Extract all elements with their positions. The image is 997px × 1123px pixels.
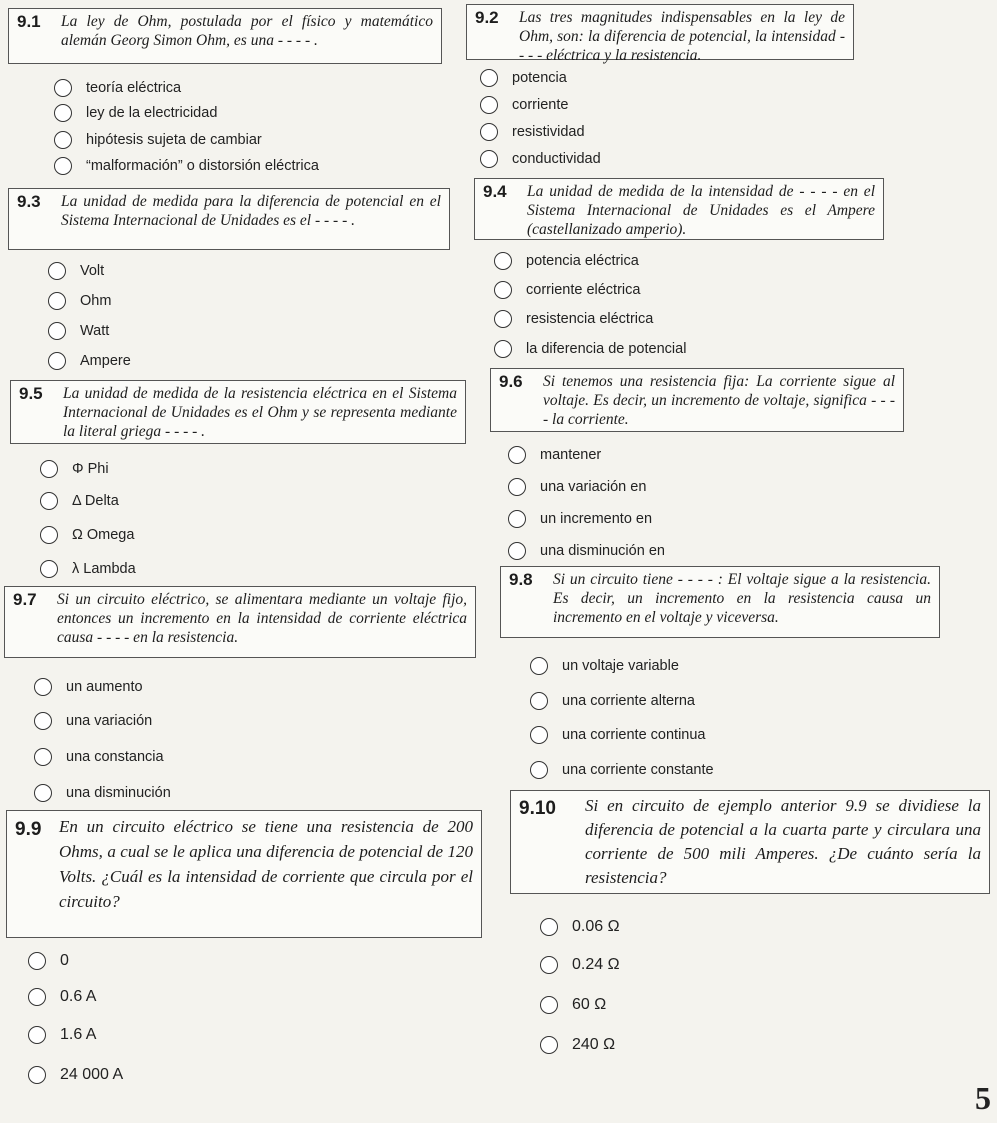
option-label: Volt (80, 263, 105, 279)
option-9-1-a[interactable] (54, 79, 181, 97)
question-number: 9.6 (499, 372, 523, 391)
option-9-7-c[interactable] (34, 748, 164, 766)
question-9-1 (8, 8, 442, 64)
option-label: resistencia eléctrica (526, 311, 654, 327)
option-label: una disminución (66, 785, 171, 801)
option-label: potencia eléctrica (526, 253, 639, 269)
radio-button[interactable] (54, 79, 72, 97)
option-9-3-b[interactable] (48, 292, 111, 310)
option-9-7-a[interactable] (34, 678, 143, 696)
option-label: Ampere (80, 353, 131, 369)
question-text: Si tenemos una resistencia fija: La corriente sigue al voltaje. Es decir, un incremento de voltaje, significa - - - - la corriente. (543, 373, 895, 428)
option-label: una corriente constante (562, 762, 714, 778)
question-number: 9.9 (15, 819, 42, 840)
option-9-7-d[interactable] (34, 784, 171, 802)
option-9-6-d[interactable] (508, 542, 665, 560)
radio-button[interactable] (530, 692, 548, 710)
question-9-10 (510, 790, 990, 894)
radio-button[interactable] (40, 560, 58, 578)
question-9-6 (490, 368, 904, 432)
radio-button[interactable] (28, 988, 46, 1006)
option-9-10-a[interactable] (540, 918, 620, 936)
option-label: teoría eléctrica (86, 80, 182, 96)
question-9-7 (4, 586, 476, 658)
radio-button[interactable] (34, 748, 52, 766)
radio-button[interactable] (508, 510, 526, 528)
question-number: 9.2 (475, 8, 499, 27)
option-9-8-a[interactable] (530, 657, 679, 675)
option-9-2-d[interactable] (480, 150, 601, 168)
question-number: 9.4 (483, 182, 507, 201)
option-label: λ Lambda (72, 561, 136, 577)
radio-button[interactable] (40, 526, 58, 544)
option-label: conductividad (512, 151, 601, 167)
option-9-8-c[interactable] (530, 726, 706, 744)
radio-button[interactable] (480, 69, 498, 87)
option-9-9-a[interactable] (28, 952, 69, 970)
option-label: 24 000 A (60, 1066, 124, 1083)
radio-button[interactable] (530, 657, 548, 675)
radio-button[interactable] (494, 310, 512, 328)
option-label: Ohm (80, 293, 112, 309)
option-9-6-b[interactable] (508, 478, 646, 496)
option-label: mantener (540, 447, 602, 463)
radio-button[interactable] (48, 262, 66, 280)
option-9-8-d[interactable] (530, 761, 714, 779)
option-label: un aumento (66, 679, 143, 695)
question-9-2 (466, 4, 854, 64)
option-9-1-c[interactable] (54, 131, 262, 149)
option-9-3-d[interactable] (48, 352, 131, 370)
option-9-7-b[interactable] (34, 712, 152, 730)
option-label: una constancia (66, 749, 164, 765)
radio-button[interactable] (508, 446, 526, 464)
radio-button[interactable] (34, 784, 52, 802)
question-9-4 (474, 178, 884, 240)
option-9-9-d[interactable] (28, 1066, 123, 1084)
option-label: una variación (66, 713, 153, 729)
question-text: Si un circuito tiene - - - - : El voltaje sigue a la resistencia. Es decir, un incremento en la resistencia causa un incremento en el voltaje y viceversa. (553, 571, 931, 626)
option-9-2-c[interactable] (480, 123, 585, 141)
option-label: una corriente continua (562, 727, 706, 743)
option-9-5-d[interactable] (40, 560, 136, 578)
radio-button[interactable] (508, 478, 526, 496)
option-9-5-a[interactable] (40, 460, 109, 478)
question-text: La unidad de medida de la resistencia eléctrica en el Sistema Internacional de Unidades es el Ohm y se representa mediante la literal griega - - - - . (63, 385, 457, 440)
radio-button[interactable] (540, 996, 558, 1014)
question-text: La unidad de medida para la diferencia de potencial en el Sistema Internacional de Unidades es el - - - - . (61, 193, 441, 229)
radio-button[interactable] (28, 952, 46, 970)
page-number: 5 (975, 1080, 991, 1116)
radio-button[interactable] (40, 460, 58, 478)
radio-button[interactable] (28, 1026, 46, 1044)
option-label: la diferencia de potencial (526, 341, 687, 357)
option-label: corriente eléctrica (526, 282, 641, 298)
radio-button[interactable] (48, 352, 66, 370)
option-9-10-d[interactable] (540, 1036, 615, 1054)
option-label: una variación en (540, 479, 647, 495)
option-label: resistividad (512, 124, 585, 140)
radio-button[interactable] (530, 726, 548, 744)
radio-button[interactable] (54, 131, 72, 149)
option-9-3-c[interactable] (48, 322, 109, 340)
option-label: una corriente alterna (562, 693, 695, 709)
option-9-3-a[interactable] (48, 262, 104, 280)
radio-button[interactable] (54, 157, 72, 175)
option-label: un voltaje variable (562, 658, 679, 674)
option-9-9-b[interactable] (28, 988, 96, 1006)
option-9-4-c[interactable] (494, 310, 653, 328)
question-text: Las tres magnitudes indispensables en la ley de Ohm, son: la diferencia de potencial, la intensidad - - - - eléctrica y la resistencia. (519, 9, 845, 64)
question-number: 9.1 (17, 12, 41, 31)
option-label: ley de la electricidad (86, 105, 218, 121)
question-number: 9.10 (519, 798, 556, 819)
option-9-8-b[interactable] (530, 692, 695, 710)
option-label: corriente (512, 97, 569, 113)
option-9-2-b[interactable] (480, 96, 568, 114)
question-text: La unidad de medida de la intensidad de - - - - en el Sistema Internacional de Unidades es el Ampere (castellanizado amperio). (527, 183, 875, 238)
option-label: 240 Ω (572, 1036, 616, 1053)
radio-button[interactable] (28, 1066, 46, 1084)
question-number: 9.8 (509, 570, 533, 589)
option-label: Watt (80, 323, 110, 339)
radio-button[interactable] (494, 281, 512, 299)
option-9-5-b[interactable] (40, 492, 119, 510)
radio-button[interactable] (494, 252, 512, 270)
option-label: potencia (512, 70, 567, 86)
option-9-2-a[interactable] (480, 69, 567, 87)
option-label: Ω Omega (72, 527, 135, 543)
option-label: un incremento en (540, 511, 653, 527)
option-9-6-a[interactable] (508, 446, 601, 464)
option-label: “malformación” o distorsión eléctrica (86, 158, 319, 174)
radio-button[interactable] (34, 712, 52, 730)
option-9-4-d[interactable] (494, 340, 686, 358)
radio-button[interactable] (480, 96, 498, 114)
option-9-9-c[interactable] (28, 1026, 96, 1044)
question-number: 9.3 (17, 192, 41, 211)
radio-button[interactable] (480, 123, 498, 141)
option-label: 1.6 A (60, 1026, 97, 1043)
option-9-10-b[interactable] (540, 956, 620, 974)
option-9-1-b[interactable] (54, 104, 217, 122)
question-text: La ley de Ohm, postulada por el físico y matemático alemán Georg Simon Ohm, es una - - - - . (61, 13, 433, 49)
option-9-5-c[interactable] (40, 526, 134, 544)
question-9-8 (500, 566, 940, 638)
radio-button[interactable] (540, 1036, 558, 1054)
radio-button[interactable] (508, 542, 526, 560)
radio-button[interactable] (494, 340, 512, 358)
option-9-4-a[interactable] (494, 252, 639, 270)
question-text: En un circuito eléctrico se tiene una resistencia de 200 Ohms, a cual se le aplica una diferencia de potencial de 120 Volts. ¿Cuál es la intensidad de corriente que circula por el circuito? (59, 817, 473, 911)
option-label: 0 (60, 952, 69, 969)
radio-button[interactable] (480, 150, 498, 168)
radio-button[interactable] (540, 956, 558, 974)
question-text: Si un circuito eléctrico, se alimentara mediante un voltaje fijo, entonces un incremento en la intensidad de corriente eléctrica causa - - - - en la resistencia. (57, 591, 467, 646)
option-label: 0.06 Ω (572, 918, 620, 935)
option-9-4-b[interactable] (494, 281, 640, 299)
option-9-6-c[interactable] (508, 510, 652, 528)
option-9-10-c[interactable] (540, 996, 606, 1014)
radio-button[interactable] (48, 322, 66, 340)
option-label: 60 Ω (572, 996, 607, 1013)
option-label: Δ Delta (72, 493, 119, 509)
option-label: Φ Phi (72, 461, 109, 477)
radio-button[interactable] (54, 104, 72, 122)
question-number: 9.7 (13, 590, 37, 609)
question-9-9 (6, 810, 482, 938)
question-9-3 (8, 188, 450, 250)
radio-button[interactable] (48, 292, 66, 310)
radio-button[interactable] (34, 678, 52, 696)
option-label: hipótesis sujeta de cambiar (86, 132, 262, 148)
radio-button[interactable] (40, 492, 58, 510)
option-label: 0.6 A (60, 988, 97, 1005)
question-9-5 (10, 380, 466, 444)
radio-button[interactable] (530, 761, 548, 779)
option-label: una disminución en (540, 543, 665, 559)
question-number: 9.5 (19, 384, 43, 403)
option-9-1-d[interactable] (54, 157, 319, 175)
radio-button[interactable] (540, 918, 558, 936)
option-label: 0.24 Ω (572, 956, 620, 973)
question-text: Si en circuito de ejemplo anterior 9.9 se dividiese la diferencia de potencial a la cuarta parte y circulara una corriente de 500 mili Amperes. ¿De cuánto sería la resistencia? (585, 796, 981, 887)
